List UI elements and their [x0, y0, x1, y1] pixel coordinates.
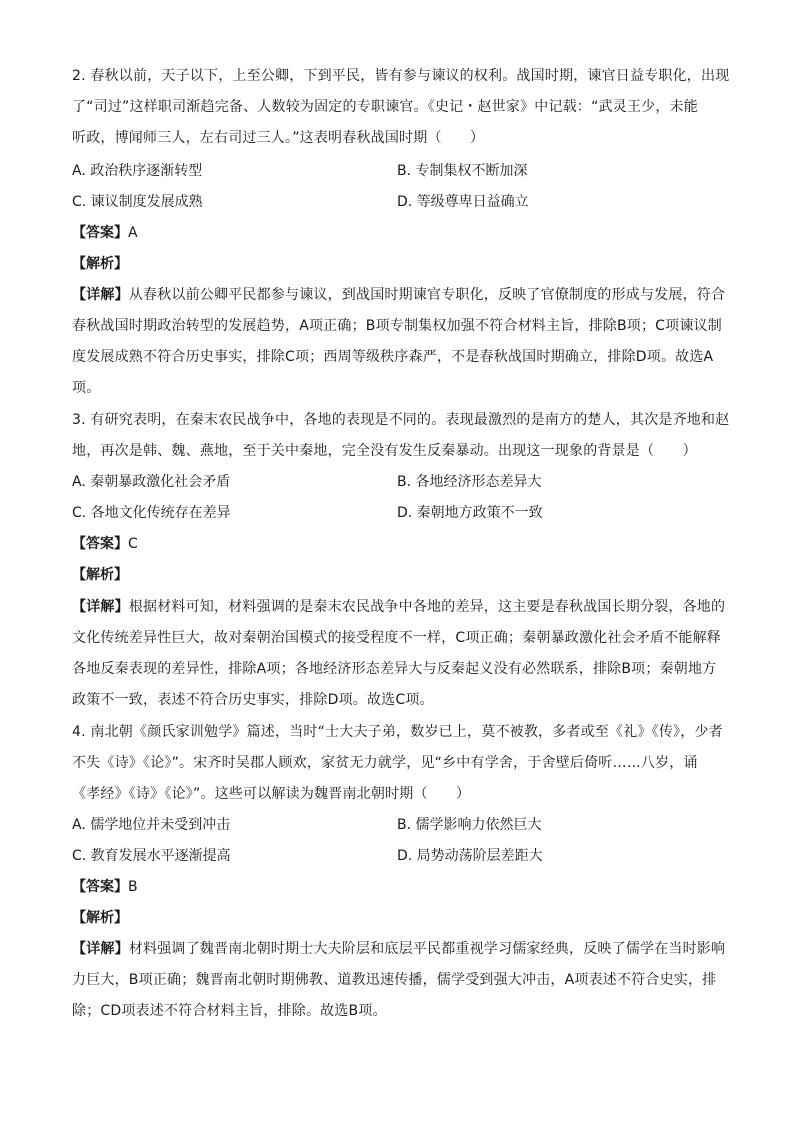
q3-option-a: A. 秦朝暴政激化社会矛盾 — [72, 474, 231, 490]
answer-label: 【答案】 — [72, 879, 128, 895]
q3-detail-line-4: 政策不一致，表述不符合历史事实，排除D项。故选C项。 — [72, 692, 434, 708]
q2-stem-line-2: 了“司过”这样职司渐趋完备、人数较为固定的专职谏官。《史记・赵世家》中记载：“武灵王少，未能 — [72, 99, 698, 115]
q2-analysis-label: 【解析】 — [72, 256, 128, 272]
q4-option-d: D. 局势动荡阶层差距大 — [397, 848, 543, 864]
q3-option-d: D. 秦朝地方政策不一致 — [397, 505, 543, 521]
detail-text: 根据材料可知，材料强调的是秦末农民战争中各地的差异，这主要是春秋战国长期分裂，各地的 — [128, 599, 726, 615]
q4-answer — [72, 877, 138, 897]
answer-value: A — [128, 225, 138, 241]
q2-detail-line-1 — [72, 285, 726, 305]
q3-stem-line-2: 地，再次是韩、魏、燕地，至于关中秦地，完全没有发生反秦暴动。出现这一现象的背景是（ ） — [72, 443, 697, 459]
detail-label: 【详解】 — [72, 599, 129, 615]
q3-answer — [72, 534, 138, 554]
q4-option-a: A. 儒学地位并未受到冲击 — [72, 817, 231, 833]
q4-stem-line-3: 《孝经》《诗》《论》”。这些可以解读为魏晋南北朝时期（ ） — [72, 786, 471, 802]
detail-text: 从春秋以前公卿平民都参与谏议，到战国时期谏官专职化，反映了官僚制度的形成与发展，符合 — [128, 287, 726, 303]
q2-option-c: C. 谏议制度发展成熟 — [72, 194, 203, 210]
q4-option-b: B. 儒学影响力依然巨大 — [397, 817, 542, 833]
q2-detail-line-3: 度发展成熟不符合历史事实，排除C项；西周等级秩序森严，不是春秋战国时期确立，排除D项。故选A — [72, 349, 714, 365]
q2-option-a: A. 政治秩序逐渐转型 — [72, 163, 203, 179]
q3-stem-line-1: 3. 有研究表明，在秦末农民战争中，各地的表现是不同的。表现最激烈的是南方的楚人，其次是齐地和赵 — [72, 412, 730, 428]
answer-label: 【答案】 — [72, 536, 128, 552]
detail-label: 【详解】 — [72, 941, 129, 957]
q2-detail-line-4: 项。 — [72, 380, 101, 396]
q3-detail-line-2: 文化传统差异性巨大，故对秦朝治国模式的接受程度不一样，C项正确；秦朝暴政激化社会矛盾不能解释 — [72, 630, 721, 646]
q2-stem-line-3: 听政，博闻师三人，左右司过三人。”这表明春秋战国时期（ ） — [72, 130, 485, 146]
q2-answer — [72, 223, 138, 243]
answer-label: 【答案】 — [72, 225, 128, 241]
q3-detail-line-1 — [72, 597, 726, 617]
q3-option-c: C. 各地文化传统存在差异 — [72, 505, 231, 521]
q4-analysis-label: 【解析】 — [72, 910, 128, 926]
q4-detail-line-3: 除；CD项表述不符合材料主旨，排除。故选B项。 — [72, 1003, 387, 1019]
q2-stem-line-1: 2. 春秋以前，天子以下，上至公卿，下到平民，皆有参与谏议的权利。战国时期，谏官日益专职化，出现 — [72, 68, 730, 84]
q4-stem-line-1: 4. 南北朝《颜氏家训勉学》篇述，当时“士大夫子弟，数岁已上，莫不被教，多者或至《礼》《传》，少者 — [72, 724, 723, 740]
answer-value: B — [128, 879, 138, 895]
q4-detail-line-1 — [72, 939, 726, 959]
q4-stem-line-2: 不失《诗》《论》”。宋齐时吴郡人顾欢，家贫无力就学，见“乡中有学舍，于舍壁后倚听……八岁，诵 — [72, 755, 698, 771]
q3-detail-line-3: 各地反秦表现的差异性，排除A项；各地经济形态差异大与反秦起义没有必然联系，排除B项；秦朝地方 — [72, 661, 717, 677]
q2-option-d: D. 等级尊卑日益确立 — [397, 194, 529, 210]
detail-text: 材料强调了魏晋南北朝时期士大夫阶层和底层平民都重视学习儒家经典，反映了儒学在当时影响 — [128, 941, 726, 957]
answer-value: C — [128, 536, 138, 552]
q2-option-b: B. 专制集权不断加深 — [397, 163, 528, 179]
q3-option-b: B. 各地经济形态差异大 — [397, 474, 542, 490]
q4-option-c: C. 教育发展水平逐渐提高 — [72, 848, 231, 864]
detail-label: 【详解】 — [72, 287, 129, 303]
q3-analysis-label: 【解析】 — [72, 567, 128, 583]
q4-detail-line-2: 力巨大，B项正确；魏晋南北朝时期佛教、道教迅速传播，儒学受到强大冲击，A项表述不符合史实，排 — [72, 972, 717, 988]
q2-detail-line-2: 春秋战国时期政治转型的发展趋势，A项正确；B项专制集权加强不符合材料主旨，排除B项；C项谏议制 — [72, 318, 722, 334]
